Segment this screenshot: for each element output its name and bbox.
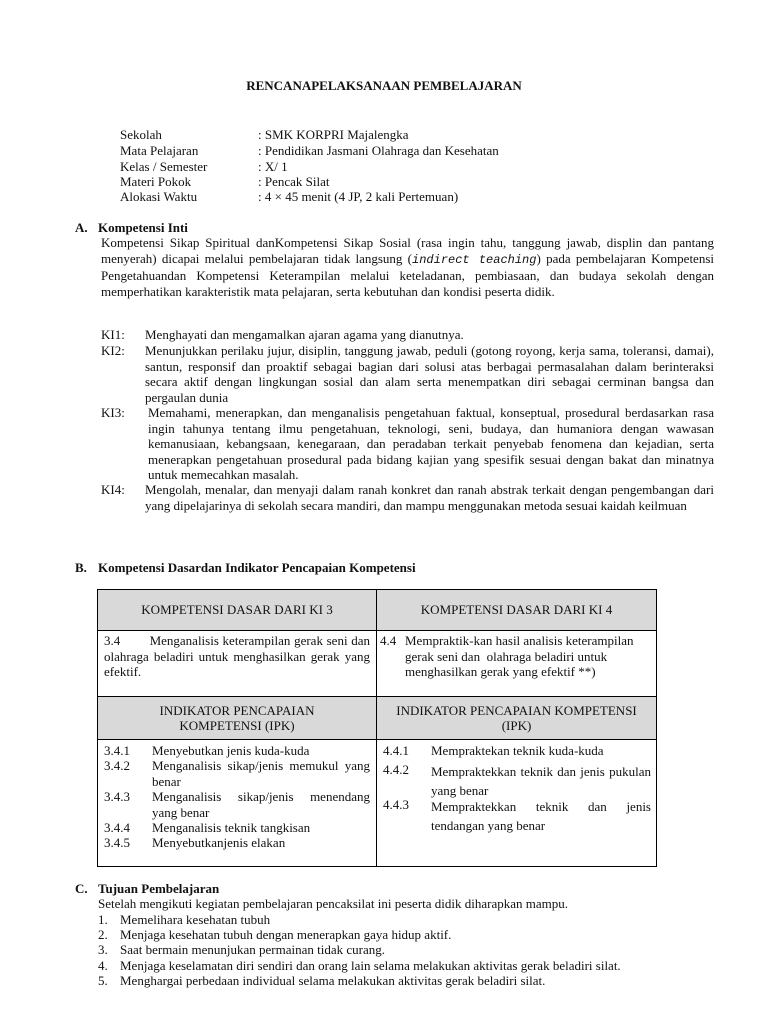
kd-ki3-text: 3.4 Menganalisis keterampilan gerak seni dan olahraga beladiri untuk menghasilkan gerak yang efektif. [104,633,374,680]
objective-number: 3. [98,942,108,957]
section-c-letter: C. [75,881,88,896]
kd-ki4-text: Mempraktik-kan hasil analisis keterampilan gerak seni dan olahraga beladiri untuk menghasilkan gerak yang efektif **) [405,633,637,680]
objective-item [98,927,451,943]
objective-item [98,912,270,928]
ipk-text: Menyebutkan jenis kuda-kuda [152,743,310,758]
ki-text: Menunjukkan perilaku jujur, disiplin, tanggung jawab, peduli (gotong royong, kerja sama, toleransi, damai), santun, responsif dan proaktif sebagai bagian dari solusi atas berbagai permasalahan dalam berinteraksi secara aktif dengan lingkungan sosial dan alam serta menempatkan diri sebagai cerminan bangsa dan pergaulan dunia [145,343,714,405]
section-a-heading: Kompetensi Inti [98,220,188,235]
objective-text: Menjaga kesehatan tubuh dengan menerapkan gaya hidup aktif. [120,927,452,942]
ipk-text: Mempraktekkan teknik dan jenis pukulan yang benar [431,764,651,798]
ipk-text: Menyebutkanjenis elakan [152,835,286,850]
ipk-text: Menganalisis sikap/jenis menendang yang benar [152,789,370,820]
ki-code: KI2: [101,343,125,358]
objective-item [98,942,385,958]
ipk-code: 3.4.5 [104,835,130,850]
identity-value: : Pencak Silat [258,174,330,189]
paragraph-text: Kompetensi Sikap Spiritual danKompetensi Sikap Sosial (rasa ingin tahu, tanggung jawab, displin dan pantang menyerah) dicapai melalui pembelajaran tidak langsung ( [101,235,714,266]
table-header-kd-ki4 [376,589,657,631]
objective-number: 5. [98,973,108,988]
table-header-kd-ki3 [97,589,377,631]
ipk-code: 3.4.2 [104,758,130,773]
objective-number: 1. [98,912,108,927]
ipk-text: Menganalisis teknik tangkisan [152,820,311,835]
identity-label: Alokasi Waktu [120,189,198,204]
ki-code: KI1: [101,327,125,342]
ki-code: KI3: [101,405,125,420]
objective-text: Menghargai perbedaan individual selama melakukan aktivitas gerak beladiri silat. [120,973,546,988]
table-header-label: INDIKATOR PENCAPAIAN KOMPETENSI (IPK) [396,703,637,733]
paragraph-text: ) pada pembelajaran Kompetensi Pengetahuandan Kompetensi Keterampilan melalui keteladanan, pembiasaan, dan budaya sekolah dengan memperhatikan karakteristik mata pelajaran, serta kebutuhan dan kondisi peserta didik. [101,250,714,299]
identity-label: Kelas / Semester [120,159,208,174]
objective-item [98,958,621,974]
paragraph-italic-term: indirect teaching [412,252,537,267]
ki-text: Mengolah, menalar, dan menyaji dalam ranah konkret dan ranah abstrak terkait dengan pengembangan dari yang dipelajarinya di sekolah secara mandiri, dan mampu menggunakan metoda sesuai kaidah keilmuan [145,482,714,513]
identity-value: : Pendidikan Jasmani Olahraga dan Kesehatan [258,143,499,158]
identity-value: : X/ 1 [258,159,288,174]
section-c-intro: Setelah mengikuti kegiatan pembelajaran pencaksilat ini peserta didik diharapkan mampu. [98,896,569,911]
section-b-heading: Kompetensi Dasardan Indikator Pencapaian Kompetensi [98,560,416,575]
document-title: RENCANAPELAKSANAAN PEMBELAJARAN [246,78,522,93]
ipk-text: Menganalisis sikap/jenis memukul yang benar [152,758,370,789]
table-header-label: KOMPETENSI DASAR DARI KI 4 [420,602,613,618]
objective-text: Menjaga keselamatan diri sendiri dan orang lain selama melakukan aktivitas gerak beladiri silat. [120,958,621,973]
identity-value: : 4 × 45 menit (4 JP, 2 kali Pertemuan) [258,189,459,204]
objective-text: Saat bermain menunjukan permainan tidak curang. [120,942,385,957]
ki-code: KI4: [101,482,125,497]
table-header-ipk-right [376,696,657,740]
section-c-heading: Tujuan Pembelajaran [98,881,220,896]
section-a-paragraph [101,235,714,299]
table-cell-kd-ki3 [97,630,377,697]
ipk-text: Mempraktekkan teknik dan jenis tendangan yang benar [431,799,651,833]
objective-item [98,973,545,989]
objective-number: 4. [98,958,108,973]
ipk-code: 3.4.4 [104,820,130,835]
table-header-label: INDIKATOR PENCAPAIAN KOMPETENSI (IPK) [159,703,315,733]
section-b-letter: B. [75,560,87,575]
ki-text: Memahami, menerapkan, dan menganalisis pengetahuan faktual, konseptual, prosedural berdasarkan rasa ingin tahunya tentang ilmu pengetahuan, teknologi, seni, budaya, dan humaniora dengan wawasan kemanusiaan, kebangsaan, kenegaraan, dan peradaban terkait penyebab fenomena dan kejadian, serta menerapkan pengetahuan prosedural pada bidang kajian yang spesifik sesuai dengan bakat dan minatnya untuk memecahkan masalah. [148,405,714,483]
ipk-code: 3.4.3 [104,789,130,804]
table-cell-kd-ki4 [376,630,657,697]
kd-ki4-code: 4.4 [380,633,397,648]
competency-table [97,589,657,867]
table-header-label: KOMPETENSI DASAR DARI KI 3 [141,602,333,618]
identity-label: Mata Pelajaran [120,143,199,158]
ipk-code: 4.4.1 [383,743,409,758]
identity-value: : SMK KORPRI Majalengka [258,127,409,142]
ipk-code: 3.4.1 [104,743,130,758]
ipk-code: 4.4.2 [383,762,409,777]
identity-label: Sekolah [120,127,162,142]
table-cell-ipk-left [97,739,377,867]
table-header-ipk-left [97,696,377,740]
identity-label: Materi Pokok [120,174,192,189]
table-cell-ipk-right [376,739,657,867]
ipk-code: 4.4.3 [383,797,409,812]
ipk-text: Mempraktekan teknik kuda-kuda [431,743,604,758]
objective-text: Memelihara kesehatan tubuh [120,912,271,927]
ki-text: Menghayati dan mengamalkan ajaran agama yang dianutnya. [145,327,464,342]
objective-number: 2. [98,927,108,942]
section-a-letter: A. [75,220,88,235]
